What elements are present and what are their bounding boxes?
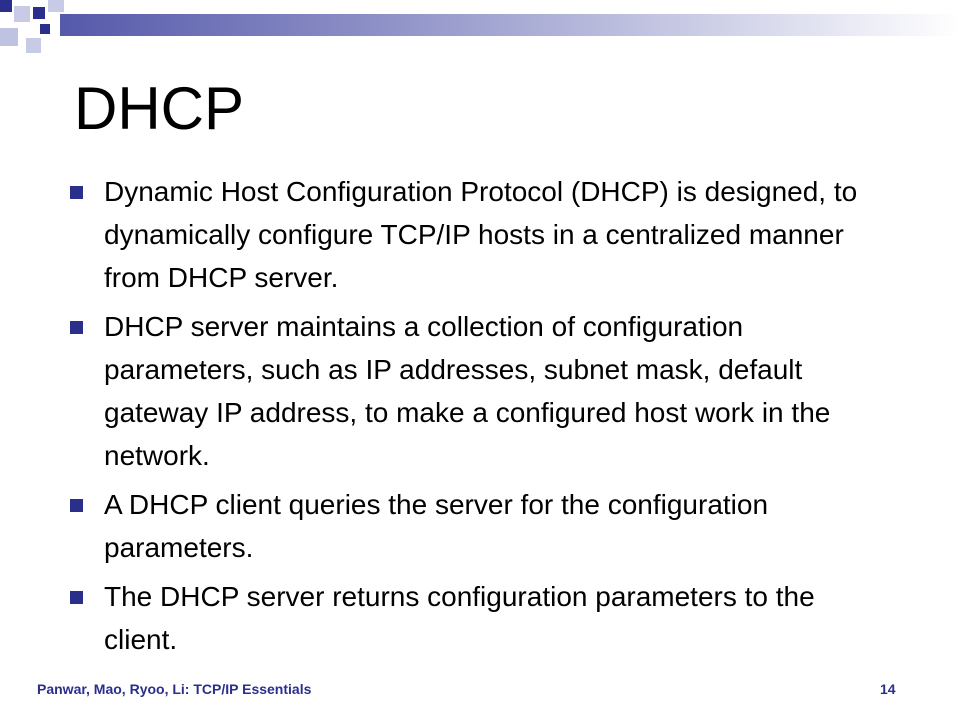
square-bullet-icon — [70, 321, 83, 334]
bullet-item — [70, 575, 890, 661]
footer-authors: Panwar, Mao, Ryoo, Li: TCP/IP Essentials — [37, 681, 312, 697]
decor-square-light — [26, 38, 41, 53]
bullet-text: A DHCP client queries the server for the configuration parameters. — [104, 489, 769, 563]
decor-square-dark — [40, 24, 50, 34]
bullet-item — [70, 170, 890, 299]
square-bullet-icon — [70, 499, 83, 512]
bullet-item — [70, 483, 890, 569]
bullet-list — [70, 170, 890, 667]
bullet-text: DHCP server maintains a collection of configuration parameters, such as IP addresses, subnet mask, default gateway IP address, to make a configured host work in the network. — [104, 311, 831, 471]
page-number: 14 — [880, 681, 896, 697]
decor-square-light — [0, 28, 18, 46]
header-gradient-bar — [60, 14, 960, 36]
square-bullet-icon — [70, 186, 83, 199]
square-bullet-icon — [70, 591, 83, 604]
slide-title: DHCP — [74, 75, 245, 142]
decor-square-dark — [0, 0, 12, 12]
bullet-item — [70, 305, 890, 477]
decor-square-light — [14, 6, 30, 22]
bullet-text: The DHCP server returns configuration parameters to the client. — [104, 581, 815, 655]
bullet-text: Dynamic Host Configuration Protocol (DHCP) is designed, to dynamically configure TCP/IP hosts in a centralized manner from DHCP server. — [104, 176, 858, 293]
decor-square-light — [48, 0, 64, 12]
decor-square-dark — [33, 7, 45, 19]
